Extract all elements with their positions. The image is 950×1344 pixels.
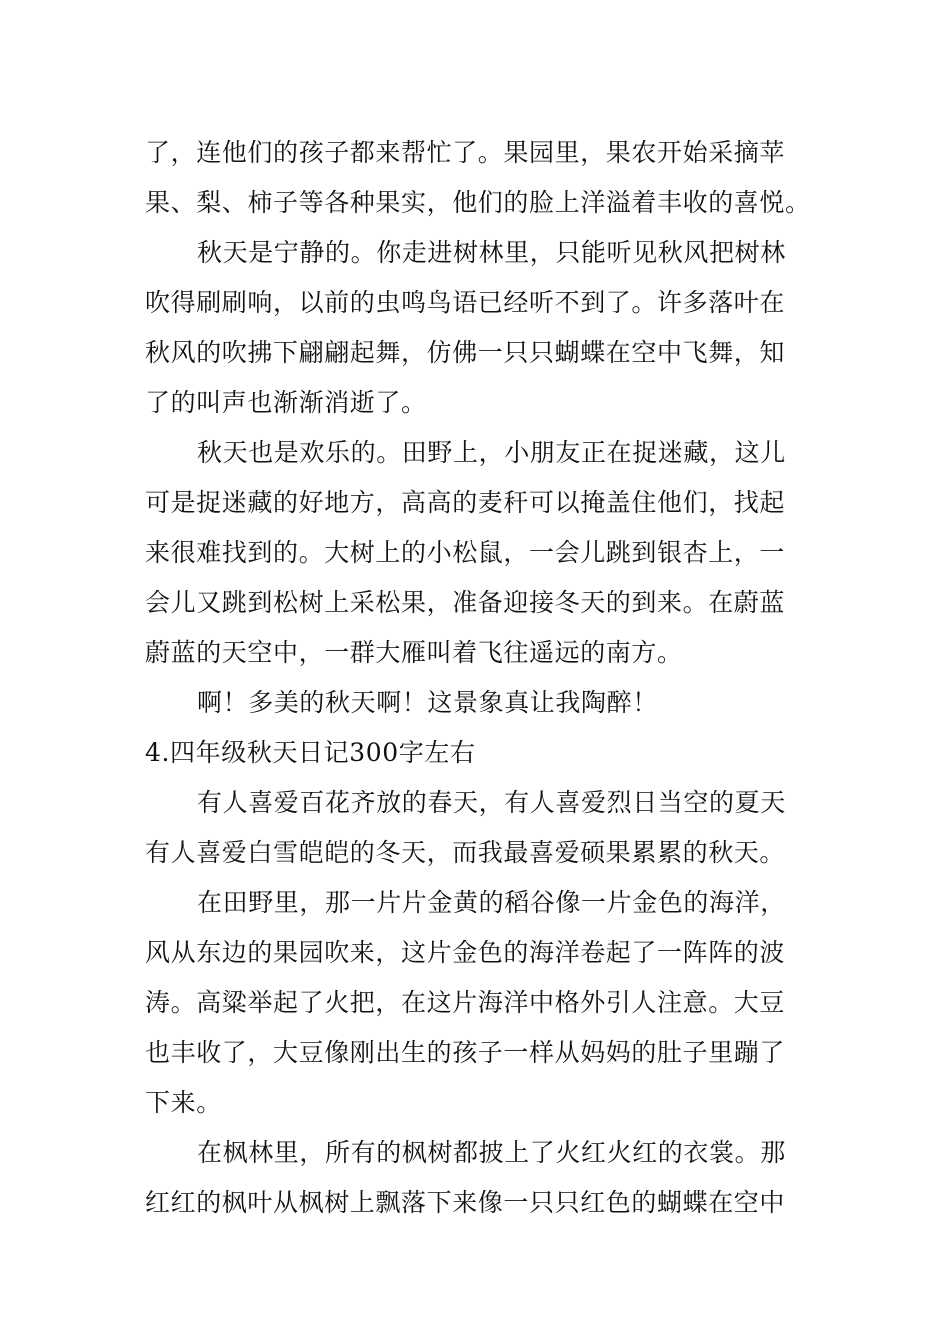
- document-body: [145, 128, 810, 1228]
- text-line: 也丰收了，大豆像刚出生的孩子一样从妈妈的肚子里蹦了: [145, 1038, 786, 1067]
- paragraph-start-line: 在田野里，那一片片金黄的稻谷像一片金色的海洋，: [197, 888, 786, 917]
- text-line: 有人喜爱白雪皑皑的冬天，而我最喜爱硕果累累的秋天。: [145, 838, 786, 867]
- text-line: 风从东边的果园吹来，这片金色的海洋卷起了一阵阵的波: [145, 938, 786, 967]
- paragraph-start-line: 秋天也是欢乐的。田野上，小朋友正在捉迷藏，这儿: [197, 438, 786, 467]
- text-line: 果、梨、柿子等各种果实，他们的脸上洋溢着丰收的喜悦。: [145, 188, 811, 217]
- text-line: 了，连他们的孩子都来帮忙了。果园里，果农开始采摘苹: [145, 138, 786, 167]
- text-line: 会儿又跳到松树上采松果，准备迎接冬天的到来。在蔚蓝: [145, 588, 786, 617]
- text-line: 秋风的吹拂下翩翩起舞，仿佛一只只蝴蝶在空中飞舞，知: [145, 338, 786, 367]
- text-line: 了的叫声也渐渐消逝了。: [145, 388, 427, 417]
- text-line: 来很难找到的。大树上的小松鼠，一会儿跳到银杏上，一: [145, 538, 786, 567]
- text-line: 涛。高粱举起了火把，在这片海洋中格外引人注意。大豆: [145, 988, 786, 1017]
- section-heading: 4.四年级秋天日记300字左右: [145, 738, 476, 767]
- paragraph-start-line: 在枫林里，所有的枫树都披上了火红火红的衣裳。那: [197, 1138, 786, 1167]
- paragraph-start-line: 有人喜爱百花齐放的春天，有人喜爱烈日当空的夏天: [197, 788, 786, 817]
- paragraph-start-line: 啊！多美的秋天啊！这景象真让我陶醉！: [197, 688, 658, 717]
- text-line: 吹得刷刷响，以前的虫鸣鸟语已经听不到了。许多落叶在: [145, 288, 786, 317]
- text-line: 下来。: [145, 1088, 222, 1117]
- text-line: 红红的枫叶从枫树上飘落下来像一只只红色的蝴蝶在空中: [145, 1188, 786, 1217]
- paragraph-start-line: 秋天是宁静的。你走进树林里，只能听见秋风把树林: [197, 238, 786, 267]
- text-line: 可是捉迷藏的好地方，高高的麦秆可以掩盖住他们，找起: [145, 488, 786, 517]
- text-line: 蔚蓝的天空中，一群大雁叫着飞往遥远的南方。: [145, 638, 683, 667]
